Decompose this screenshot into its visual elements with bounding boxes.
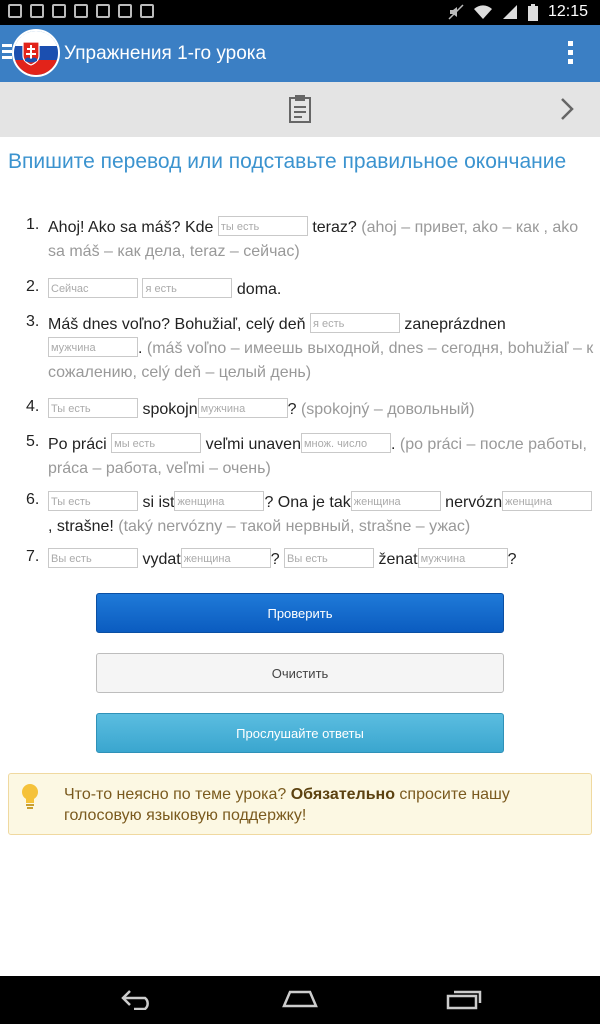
exercise-number: 7. xyxy=(26,548,40,565)
clipboard-notification-icon xyxy=(140,4,154,18)
exercise-number: 3. xyxy=(26,313,40,330)
answer-input[interactable]: мы есть xyxy=(111,433,201,453)
drawer-indicator-icon[interactable] xyxy=(2,44,12,62)
clipboard-icon[interactable] xyxy=(289,95,311,128)
exercise-text: ? Ona je tak xyxy=(264,494,351,511)
translation-hint: (ahoj – привет, ako – как , ako sa máš – как дела, teraz – сейчас) xyxy=(48,219,579,260)
help-text xyxy=(64,784,564,826)
navigation-bar xyxy=(0,976,600,1024)
exercise-text: Máš dnes voľno? Bohužiaľ, celý deň xyxy=(48,316,310,333)
exercise-text: ? xyxy=(287,401,301,418)
help-text-bold: Обязательно xyxy=(290,786,395,803)
exercise-number: 2. xyxy=(26,278,40,295)
notification-icons xyxy=(8,4,154,18)
answer-input[interactable]: Вы есть xyxy=(284,548,374,568)
exercise-text: teraz? xyxy=(307,219,362,236)
app-notification-icon xyxy=(30,4,44,18)
help-text-before: Что-то неясно по теме урока? xyxy=(64,786,291,803)
exercise-text: ženat xyxy=(374,551,418,568)
exercise-text: ? xyxy=(507,551,517,568)
lesson-toolbar xyxy=(0,82,600,137)
translation-hint: (taký nervózny – такой нервный, strašne – ужас) xyxy=(118,518,471,535)
download-notification-icon xyxy=(118,4,132,18)
app-title: Упражнения 1-го урока xyxy=(64,43,267,64)
answer-input[interactable]: мужчина xyxy=(48,337,138,357)
wifi-icon xyxy=(474,4,492,20)
answer-input[interactable]: женщина xyxy=(351,491,441,511)
exercise-body xyxy=(48,548,596,572)
answer-input[interactable]: мужчина xyxy=(418,548,508,568)
signal-icon xyxy=(502,4,518,20)
exercise-text: ? xyxy=(270,551,285,568)
exercise-number: 5. xyxy=(26,433,40,450)
home-icon[interactable] xyxy=(280,988,320,1015)
answer-input[interactable]: Вы есть xyxy=(48,548,138,568)
exercise-text: . xyxy=(138,340,147,357)
status-bar xyxy=(0,0,600,25)
exercise-text: vydat xyxy=(138,551,181,568)
exercise-text: , strašne! xyxy=(48,518,119,535)
exercise-number: 4. xyxy=(26,398,40,415)
exercise-body xyxy=(48,433,596,481)
answer-input[interactable]: я есть xyxy=(142,278,232,298)
answer-input[interactable]: Ты есть xyxy=(48,398,138,418)
exercise-text: doma. xyxy=(232,281,282,298)
answer-input[interactable]: множ. число xyxy=(301,433,391,453)
settings-notification-icon xyxy=(96,4,110,18)
help-alert xyxy=(8,773,592,835)
exercise-body xyxy=(48,313,596,385)
gallery-notification-icon xyxy=(8,4,22,18)
exercise-number: 1. xyxy=(26,216,40,233)
answer-input[interactable]: Сейчас xyxy=(48,278,138,298)
check-button[interactable]: Проверить xyxy=(96,593,504,633)
exercise-text: zaneprázdnen xyxy=(399,316,506,333)
mail-notification-icon xyxy=(52,4,66,18)
translation-hint: (máš voľno – имеешь выходной, dnes – сегодня, bohužiaľ – к сожалению, celý deň – целый день) xyxy=(48,340,594,381)
recent-apps-icon[interactable] xyxy=(446,988,482,1015)
exercise-body xyxy=(48,216,596,264)
clear-button[interactable]: Очистить xyxy=(96,653,504,693)
answer-input[interactable]: Ты есть xyxy=(48,491,138,511)
answer-input[interactable]: женщина xyxy=(181,548,271,568)
answer-input[interactable]: ты есть xyxy=(218,216,308,236)
page-title: Впишите перевод или подставьте правильное окончание xyxy=(8,150,567,173)
battery-icon xyxy=(528,4,538,21)
clock: 12:15 xyxy=(547,3,588,20)
overflow-menu-icon[interactable] xyxy=(568,41,574,68)
back-icon[interactable] xyxy=(120,988,156,1015)
warning-notification-icon xyxy=(74,4,88,18)
translation-hint: (po práci – после работы, práca – работа, veľmi – очень) xyxy=(48,436,587,477)
chevron-right-icon[interactable] xyxy=(560,97,574,126)
exercise-body xyxy=(48,278,596,302)
exercise-text: Ahoj! Ako sa máš? Kde xyxy=(48,219,218,236)
exercise-text: veľmi unaven xyxy=(201,436,301,453)
exercise-text: nervózn xyxy=(440,494,503,511)
slovak-flag-icon[interactable] xyxy=(12,29,60,77)
answer-input[interactable]: женщина xyxy=(502,491,592,511)
answer-input[interactable]: я есть xyxy=(310,313,400,333)
translation-hint: (spokojný – довольный) xyxy=(300,401,475,418)
exercise-text: si ist xyxy=(138,494,175,511)
exercise-body xyxy=(48,398,596,422)
exercise-number: 6. xyxy=(26,491,40,508)
answer-input[interactable]: женщина xyxy=(174,491,264,511)
exercise-text: Po práci xyxy=(48,436,112,453)
listen-answers-button[interactable]: Прослушайте ответы xyxy=(96,713,504,753)
answer-input[interactable]: мужчина xyxy=(198,398,288,418)
exercise-body xyxy=(48,491,596,539)
exercise-text: spokojn xyxy=(138,401,198,418)
mute-icon xyxy=(448,4,464,20)
app-bar xyxy=(0,25,600,82)
help-text-after: спросите нашу голосовую языковую поддержку! xyxy=(64,786,510,824)
exercise-text: . xyxy=(390,436,400,453)
lightbulb-icon xyxy=(21,784,39,815)
